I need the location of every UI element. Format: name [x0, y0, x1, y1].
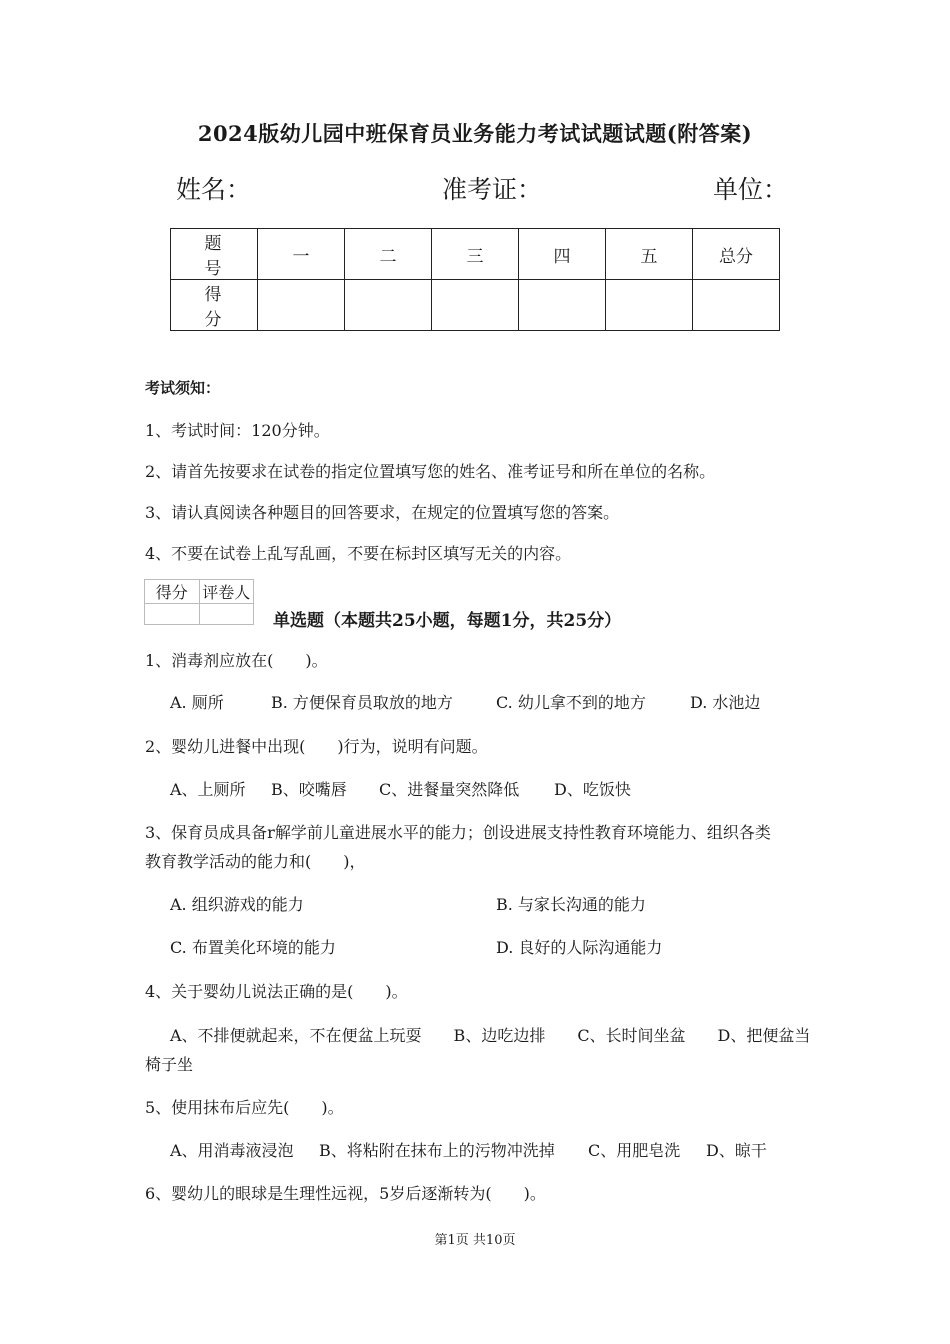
score-col-1: 一: [258, 229, 345, 280]
question-stem: 6、婴幼儿的眼球是生理性远视，5岁后逐渐转为( )。: [145, 1184, 546, 1203]
option[interactable]: D、晾干: [706, 1141, 767, 1160]
question-number-label: 题号: [171, 229, 258, 280]
score-table: [170, 228, 780, 331]
notice-item: 1、考试时间：120分钟。: [145, 421, 330, 440]
notice-item: 3、请认真阅读各种题目的回答要求，在规定的位置填写您的答案。: [145, 503, 620, 522]
option[interactable]: C. 布置美化环境的能力: [170, 938, 336, 957]
option[interactable]: D. 水池边: [690, 693, 761, 712]
option[interactable]: C、用肥皂洗: [588, 1141, 681, 1160]
option[interactable]: C. 幼儿拿不到的地方: [496, 693, 646, 712]
grader-box: [144, 579, 254, 625]
option[interactable]: B. 与家长沟通的能力: [496, 895, 646, 914]
score-cell-3[interactable]: [432, 280, 519, 331]
option[interactable]: B. 方便保育员取放的地方: [271, 693, 453, 712]
option[interactable]: A. 组织游戏的能力: [170, 895, 304, 914]
score-cell-4[interactable]: [519, 280, 606, 331]
option[interactable]: A、上厕所: [170, 780, 246, 799]
notice-title: 考试须知：: [145, 379, 221, 397]
question-stem: 4、关于婴幼儿说法正确的是( )。: [145, 982, 408, 1001]
grader-score-label: 得分: [145, 580, 200, 604]
grader-name-label: 评卷人: [199, 580, 254, 604]
score-table-header-row: [171, 229, 780, 280]
score-cell-1[interactable]: [258, 280, 345, 331]
notice-item: 2、请首先按要求在试卷的指定位置填写您的姓名、准考证号和所在单位的名称。: [145, 462, 716, 481]
score-col-5: 五: [606, 229, 693, 280]
options-line[interactable]: A、不排便就起来，不在便盆上玩耍 B、边吃边排 C、长时间坐盆 D、把便盆当: [170, 1026, 811, 1045]
page-footer: 第1页 共10页: [434, 1233, 516, 1248]
option[interactable]: D. 良好的人际沟通能力: [496, 938, 663, 957]
score-col-2: 二: [345, 229, 432, 280]
score-cell-5[interactable]: [606, 280, 693, 331]
option[interactable]: A、用消毒液浸泡: [170, 1141, 294, 1160]
score-cell-total[interactable]: [693, 280, 780, 331]
question-stem: 2、婴幼儿进餐中出现( )行为，说明有问题。: [145, 737, 488, 756]
unit-label: 单位：: [713, 175, 789, 204]
document-title: 2024版幼儿园中班保育员业务能力考试试题试题(附答案): [197, 121, 753, 146]
option[interactable]: B、将粘附在抹布上的污物冲洗掉: [319, 1141, 555, 1160]
exam-id-label: 准考证：: [442, 175, 543, 204]
options-line-continued: 椅子坐: [145, 1055, 194, 1074]
question-stem: 1、消毒剂应放在( )。: [145, 651, 328, 670]
option[interactable]: C、进餐量突然降低: [379, 780, 520, 799]
question-stem-continued: 教育教学活动的能力和( )，: [145, 852, 366, 871]
notice-item: 4、不要在试卷上乱写乱画，不要在标封区填写无关的内容。: [145, 544, 572, 563]
option[interactable]: D、吃饭快: [554, 780, 631, 799]
question-stem: 5、使用抹布后应先( )。: [145, 1098, 344, 1117]
score-col-3: 三: [432, 229, 519, 280]
score-table-score-row: [171, 280, 780, 331]
score-col-4: 四: [519, 229, 606, 280]
score-cell-2[interactable]: [345, 280, 432, 331]
score-label: 得分: [171, 280, 258, 331]
section-heading: 单选题（本题共25小题，每题1分，共25分）: [273, 611, 622, 631]
option[interactable]: A. 厕所: [170, 693, 224, 712]
question-stem: 3、保育员成具备r解学前儿童进展水平的能力；创设进展支持性教育环境能力、组织各类: [145, 823, 771, 842]
option[interactable]: B、咬嘴唇: [271, 780, 347, 799]
grader-score-cell[interactable]: [145, 604, 200, 625]
grader-name-cell[interactable]: [199, 604, 254, 625]
name-label: 姓名：: [176, 175, 252, 204]
score-col-total: 总分: [693, 229, 780, 280]
